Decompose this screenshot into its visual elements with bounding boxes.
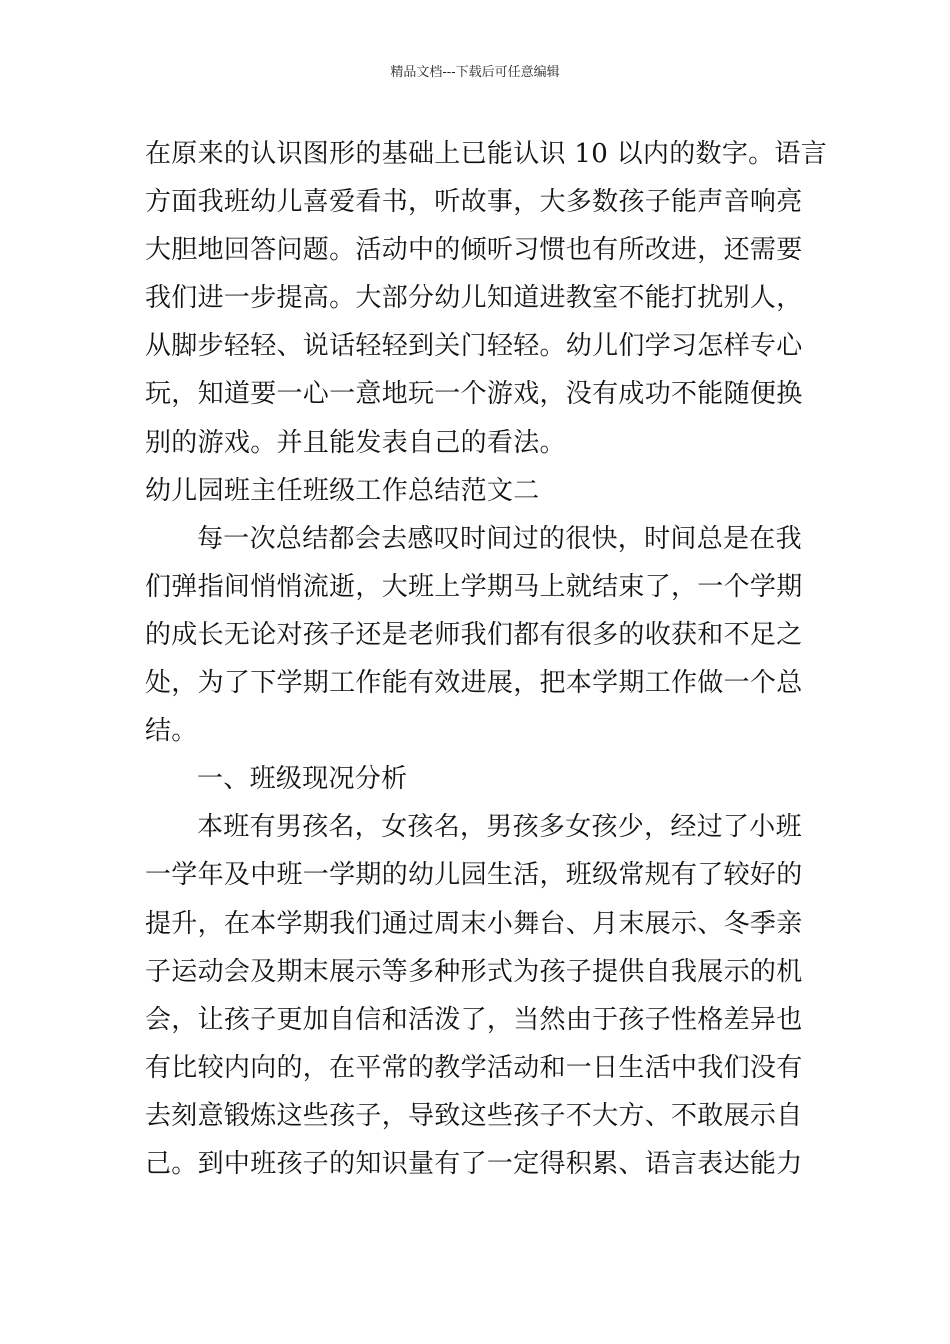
text-line: 会，让孩子更加自信和活泼了，当然由于孩子性格差异也 — [145, 1004, 803, 1035]
text-line: 一、班级现况分析 — [197, 764, 408, 795]
text-line: 我们进一步提高。大部分幼儿知道进教室不能打扰别人， — [145, 283, 803, 314]
text-line: 有比较内向的，在平常的教学活动和一日生活中我们没有 — [145, 1052, 803, 1083]
text-line: 玩，知道要一心一意地玩一个游戏，没有成功不能随便换 — [145, 379, 803, 410]
text-line: 处，为了下学期工作能有效进展，把本学期工作做一个总 — [145, 668, 803, 699]
text-line: 己。到中班孩子的知识量有了一定得积累、语言表达能力 — [145, 1148, 803, 1179]
text-line: 的成长无论对孩子还是老师我们都有很多的收获和不足之 — [145, 619, 803, 650]
text-line: 一学年及中班一学期的幼儿园生活，班级常规有了较好的 — [145, 860, 803, 891]
document-body — [145, 130, 828, 1188]
text-line: 在原来的认识图形的基础上已能认识 10 以内的数字。语言 — [145, 139, 828, 169]
page-header: 精品文档---下载后可任意编辑 — [390, 65, 560, 80]
text-line: 方面我班幼儿喜爱看书，听故事，大多数孩子能声音响亮 — [145, 187, 803, 218]
text-line: 大胆地回答问题。活动中的倾听习惯也有所改进，还需要 — [145, 235, 803, 266]
text-line: 提升，在本学期我们通过周末小舞台、月末展示、冬季亲 — [145, 908, 803, 939]
text-line: 从脚步轻轻、说话轻轻到关门轻轻。幼儿们学习怎样专心 — [145, 331, 803, 362]
text-line: 子运动会及期末展示等多种形式为孩子提供自我展示的机 — [145, 956, 803, 987]
text-line: 每一次总结都会去感叹时间过的很快，时间总是在我 — [197, 523, 802, 554]
text-line: 别的游戏。并且能发表自己的看法。 — [145, 427, 566, 458]
text-line: 去刻意锻炼这些孩子，导致这些孩子不大方、不敢展示自 — [145, 1100, 803, 1131]
text-line: 结。 — [145, 716, 198, 747]
text-line: 幼儿园班主任班级工作总结范文二 — [145, 475, 540, 506]
text-line: 本班有男孩名，女孩名，男孩多女孩少，经过了小班 — [197, 812, 802, 843]
text-line: 们弹指间悄悄流逝，大班上学期马上就结束了，一个学期 — [145, 571, 803, 602]
